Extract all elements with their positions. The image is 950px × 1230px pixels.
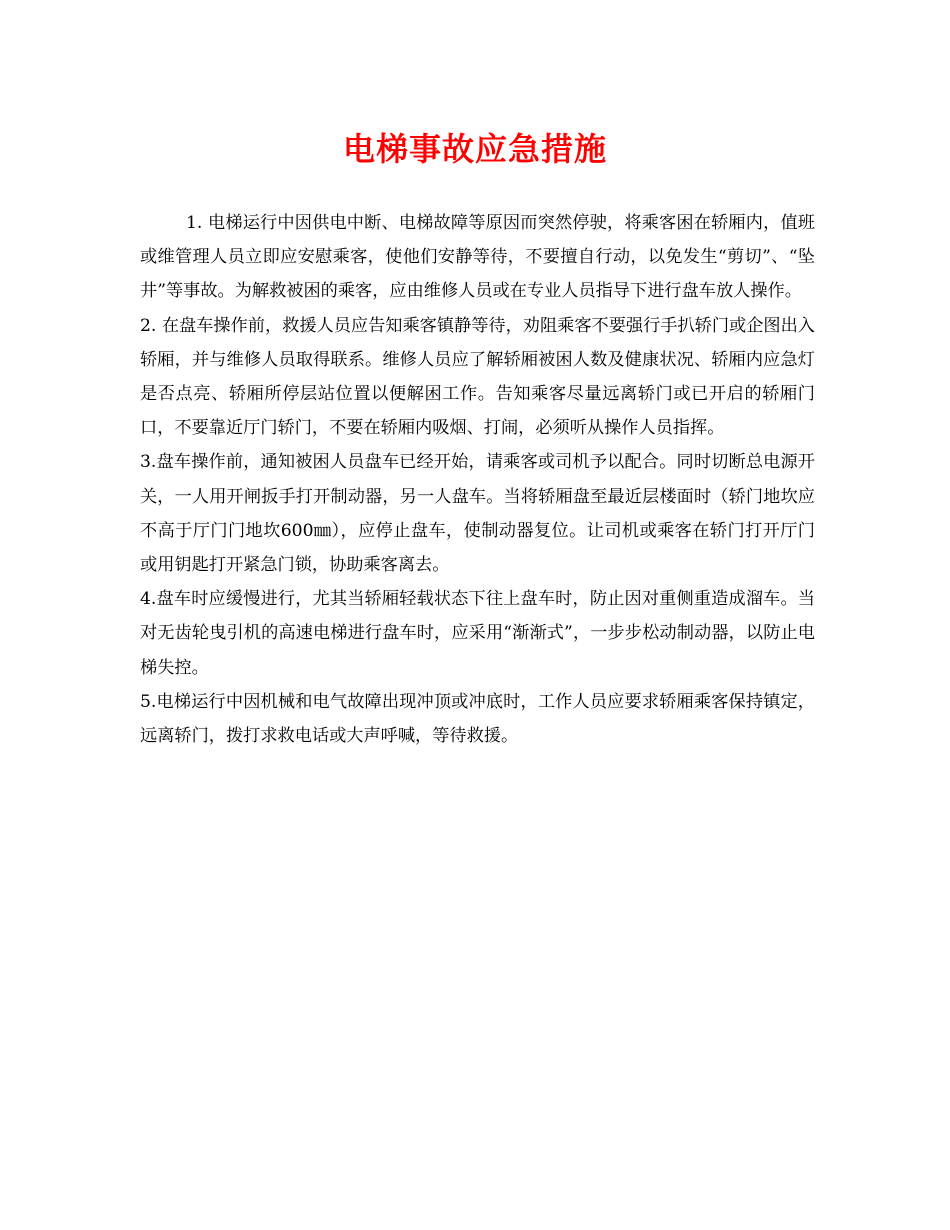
paragraph-2: 2. 在盘车操作前，救援人员应告知乘客镇静等待，劝阻乘客不要强行手扒轿门或企图出入轿厢，并与维修人员取得联系。维修人员应了解轿厢被困人数及健康状况、轿厢内应急灯是否点亮、轿厢所停层站位置以便解困工作。告知乘客尽量远离轿门或已开启的轿厢门口，不要靠近厅门轿门，不要在轿厢内吸烟、打闹，必须听从操作人员指挥。	[140, 315, 815, 439]
paragraph-5: 5.电梯运行中因机械和电气故障出现冲顶或冲底时，工作人员应要求轿厢乘客保持镇定，远离轿门，拨打求救电话或大声呼喊，等待救援。	[140, 691, 815, 747]
paragraph-3: 3.盘车操作前，通知被困人员盘车已经开始，请乘客或司机予以配合。同时切断总电源开关，一人用开闸扳手打开制动器，另一人盘车。当将轿厢盘至最近层楼面时（轿门地坎应不高于厅门门地坎600㎜），应停止盘车，使制动器复位。让司机或乘客在轿门打开厅门或用钥匙打开紧急门锁，协助乘客离去。	[140, 452, 815, 576]
document-title: 电梯事故应急措施	[342, 130, 607, 168]
document-body	[140, 206, 815, 753]
paragraph-4: 4.盘车时应缓慢进行，尤其当轿厢轻载状态下往上盘车时，防止因对重侧重造成溜车。当对无齿轮曳引机的高速电梯进行盘车时，应采用“渐渐式”，一步步松动制动器，以防止电梯失控。	[140, 589, 815, 678]
paragraph-1: 1. 电梯运行中因供电中断、电梯故障等原因而突然停驶，将乘客困在轿厢内，值班或维管理人员立即应安慰乘客，使他们安静等待，不要擅自行动，以免发生“剪切”、“坠井”等事故。为解救被困的乘客，应由维修人员或在专业人员指导下进行盘车放人操作。	[140, 213, 815, 302]
